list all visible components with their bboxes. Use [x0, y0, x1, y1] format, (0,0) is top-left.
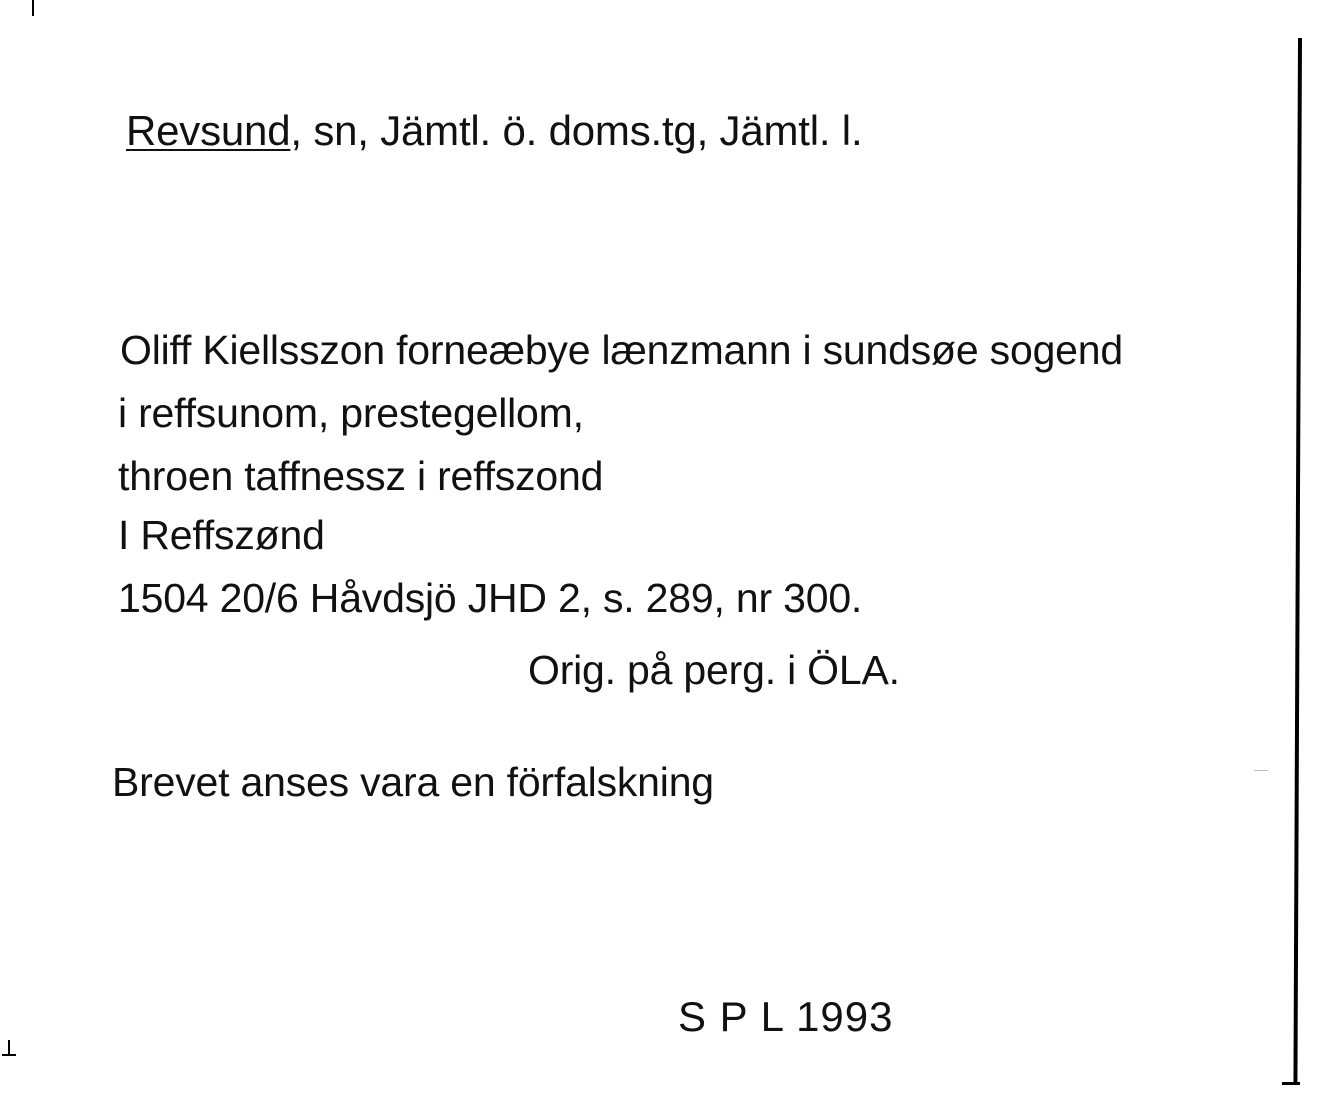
card-heading: [126, 107, 863, 154]
original-location: Orig. på perg. i ÖLA.: [528, 647, 900, 693]
scan-speck: [1254, 770, 1268, 771]
place-name: Revsund: [126, 107, 291, 154]
crop-mark-bottom-horizontal: [2, 1054, 16, 1056]
forgery-note: Brevet anses vara en förfalskning: [112, 759, 714, 805]
body-line: i reffsunom, prestegellom,: [118, 390, 584, 436]
signature: S P L 1993: [678, 993, 894, 1040]
place-description: , sn, Jämtl. ö. doms.tg, Jämtl. l.: [290, 107, 863, 154]
body-line: Oliff Kiellsszon forneæbye lænzmann i sundsøe sogend: [120, 327, 1123, 373]
card-right-edge: [1293, 38, 1302, 1084]
source-reference: 1504 20/6 Håvdsjö JHD 2, s. 289, nr 300.: [118, 575, 863, 621]
body-line: throen taffnessz i reffszond: [118, 453, 604, 499]
crop-mark-top: [32, 0, 34, 16]
body-line: I Reffszønd: [118, 512, 325, 558]
card-bottom-corner: [1282, 1082, 1300, 1085]
